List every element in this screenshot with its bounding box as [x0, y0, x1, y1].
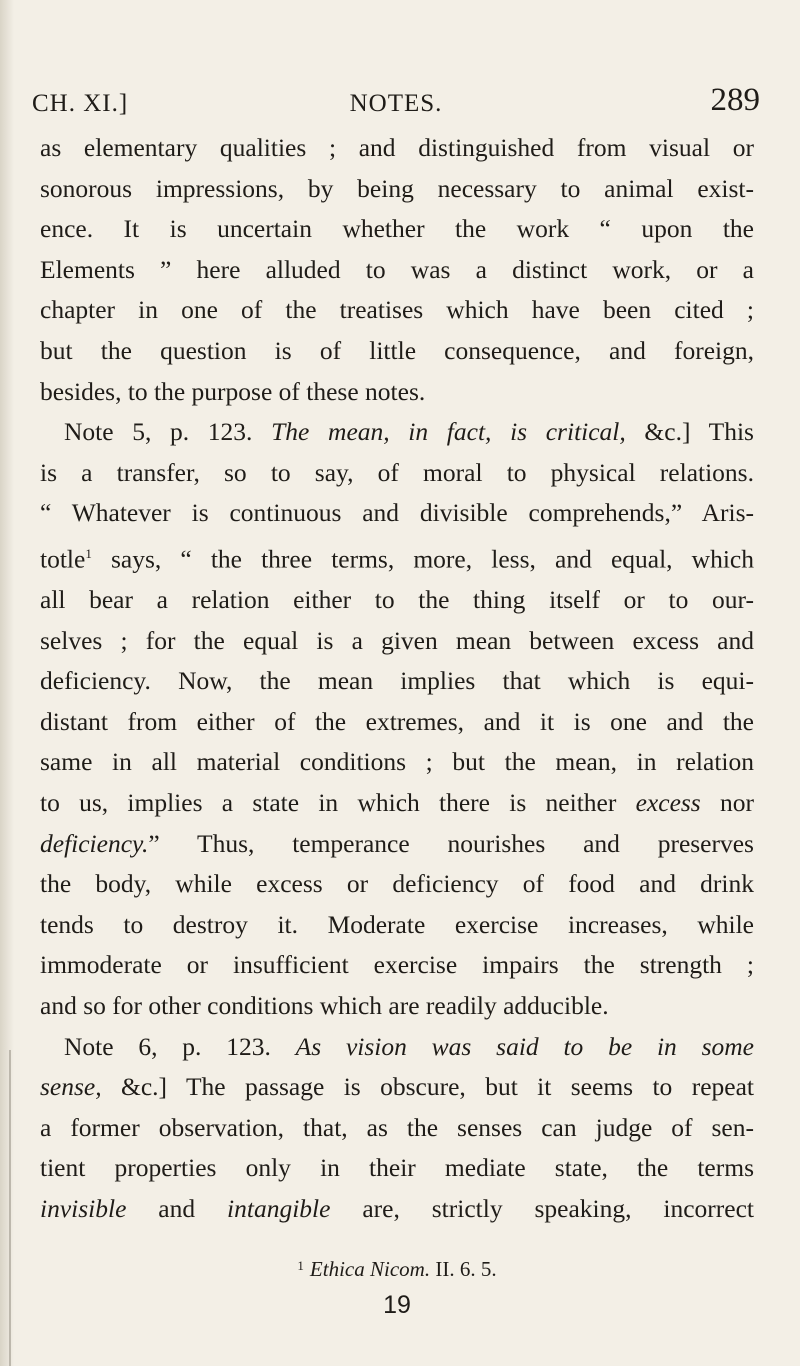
text-line: and so for other conditions which are readily adducible. [40, 990, 609, 1020]
text-line: tient properties only in their mediate state, the terms [40, 1153, 754, 1183]
text-line: distant from either of the extremes, and it is one and the [40, 706, 754, 736]
text-line: tends to destroy it. Moderate exercise increases, while [40, 909, 754, 939]
text-line: besides, to the purpose of these notes. [40, 376, 426, 406]
footnote [40, 1257, 754, 1282]
text-line: sonorous impressions, by being necessary to animal exist- [40, 173, 754, 203]
text-line: a former observation, that, as the senses can judge of sen- [40, 1112, 754, 1142]
text-line: to us, implies a state in which there is neither excess nor [40, 788, 754, 817]
signature-mark: 19 [383, 1291, 411, 1319]
text-line: deficiency. Now, the mean implies that which is equi- [40, 666, 754, 696]
text-line: Note 5, p. 123. The mean, in fact, is critical, &c.] This [64, 417, 754, 447]
text-line: is a transfer, so to say, of moral to physical relations. [40, 457, 754, 487]
page-edge [0, 0, 14, 1366]
footnote-number: 1 [297, 1258, 304, 1273]
footnote-reference: II. 6. 5. [430, 1257, 497, 1281]
text-line: invisible and intangible are, strictly speaking, incorrect [40, 1193, 754, 1223]
text-line: as elementary qualities ; and distinguished from visual or [40, 133, 754, 162]
text-line: sense, &c.] The passage is obscure, but it seems to repeat [40, 1072, 754, 1102]
margin-rule [9, 1050, 11, 1366]
text-line: the body, while excess or deficiency of food and drink [40, 869, 754, 899]
text-line: Elements ” here alluded to was a distinct work, or a [40, 254, 754, 284]
text-line: all bear a relation either to the thing itself or to our- [40, 585, 754, 615]
chapter-label: CH. XI.] [32, 90, 129, 117]
body-text [40, 128, 754, 1230]
text-line: totle$^1$ says, “ the three terms, more, less, and equal, which [40, 544, 754, 574]
footnote-marker: 1 [85, 545, 92, 561]
running-header [32, 82, 760, 122]
text-line: immoderate or insufficient exercise impairs the strength ; [40, 950, 754, 980]
page-number: 289 [710, 82, 760, 118]
footnote-title: Ethica Nicom. [309, 1257, 431, 1281]
text-line: ence. It is uncertain whether the work “ upon the [40, 214, 754, 244]
text-line: chapter in one of the treatises which have been cited ; [40, 295, 754, 325]
text-line: Note 6, p. 123. As vision was said to be in some [64, 1031, 755, 1061]
text-line: selves ; for the equal is a given mean between excess and [40, 625, 754, 655]
text-line: but the question is of little consequence, and foreign, [40, 335, 754, 365]
text-line: “ Whatever is continuous and divisible comprehends,” Aris- [40, 498, 754, 528]
text-line: deficiency.” Thus, temperance nourishes and preserves [40, 828, 754, 858]
section-title: NOTES. [349, 90, 443, 117]
text-line: same in all material conditions ; but the mean, in relation [40, 747, 754, 777]
